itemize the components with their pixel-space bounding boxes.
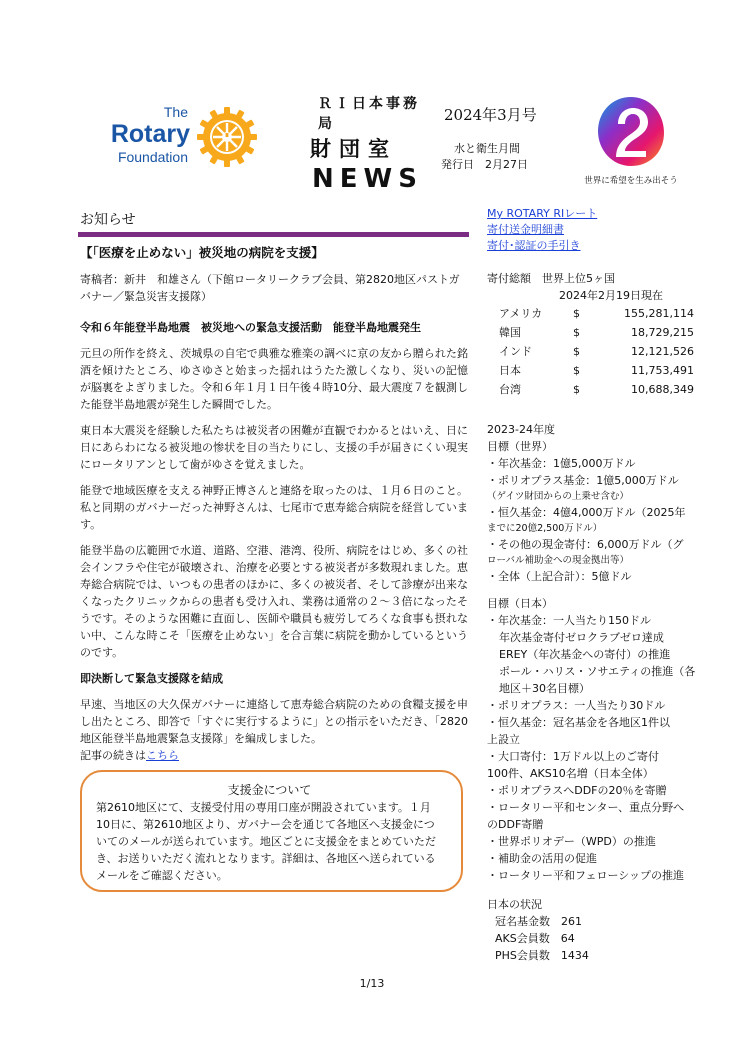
country: アメリカ [499,307,543,320]
article-subtitle: 令和６年能登半島地震 被災地への緊急支援活動 能登半島地震発生 [80,321,421,334]
table-row [499,361,694,380]
newsletter-masthead [300,94,423,194]
theme-slogan: 世界に希望を生み出そう [584,176,678,187]
support-box-text: 第2610地区にて、支援受付用の専用口座が開設されています。１月10日に、第2610地区より、ガバナー会を通じて各地区へ支援金についてのメールが送られています。地区ごとに支援金をまとめていただき、お送りいただく流れとなります。詳細は、各地区へ送られているメールをご確認ください。 [96,801,436,882]
stats-title: 寄付総額 世界上位5ヶ国 [487,272,615,285]
currency: $ [573,326,580,339]
goal-item: ・ポリオプラス基金：1億5,000万ドル [487,474,679,487]
goal-item: ・年次基金：一人当たり150ドル [487,614,651,627]
article-paragraph: 元旦の所作を終え、茨城県の自宅で典雅な雅楽の調べに京の友から贈られた銘酒を傾けたところ、ゆさゆさと始まった揺れはうたた激しくなり、災いの記憶が脳裏をよぎりました。令和６年１月１日午後４時10分、最大震度７を観測した能登半島地震が発生した瞬間でした。 [80,347,468,411]
goal-item: ・全体（上記合計）：5億ドル [487,570,632,583]
logo-rotary: Rotary [110,120,190,148]
article-paragraph: 能登半島の広範囲で水道、道路、空港、港湾、役所、病院をはじめ、多くの社会インフラや住宅が破壊され、治療を必要とする被災者が多数現れました。恵寿総合病院では、いつもの患者のほかに、多くの被災者、そして診療が出来なくなったクリニックからの患者も受け入れ、業務は通常の２～３倍になったそうです。そのような困難に直面し、医師や職員も疲労してろくな食事も摂れない中、こんな時こそ「医療を止めない」を合言葉に病院を動かしているというのです。 [80,544,468,659]
logo-foundation: Foundation [117,149,188,165]
sidebar [487,206,702,964]
currency: $ [573,345,580,358]
goal-note: までに20億2,500万ドル） [487,523,603,534]
issue-label: 2024年3月号 [444,106,537,124]
amount: 11,753,491 [631,364,694,377]
world-goals [487,455,702,585]
article [80,244,468,764]
section-rule [78,232,469,237]
amount: 18,729,215 [631,326,694,339]
goal-item: ・ポリオプラス：一人当たり30ドル [487,699,666,712]
article-paragraph: 早速、当地区の大久保ガバナーに連絡して恵寿総合病院のための食糧支援を申し出たところ、即答で「すぐに実行するように」との指示をいただき、「2820地区能登半島地震緊急支援隊」を編成しました。 [80,698,468,745]
create-hope-logo-icon [594,94,668,170]
goal-subitem: EREY（年次基金への寄付）の推進 [499,648,671,661]
currency: $ [573,383,580,396]
goal-item: ・恒久基金：4億4,000万ドル（2025年 [487,506,686,519]
link-giving-guide[interactable]: 寄付･認証の手引き [487,239,581,252]
goal-item: ・ロータリー平和フェローシップの推進 [487,869,685,882]
donation-table [499,304,694,399]
goal-item-cont: 上設立 [487,733,520,746]
country: インド [499,345,532,358]
read-more-line [80,747,468,764]
read-more-prefix: 記事の続きは [80,749,146,762]
section-heading: お知らせ [80,212,136,228]
rotary-wheel-icon [196,106,258,168]
country: 日本 [499,364,521,377]
logo-wordmark [86,104,190,166]
world-goals-heading: 目標（世界） [487,440,553,453]
goal-item-cont: のDDF寄贈 [487,818,544,831]
masthead-dept: 財団室 [310,137,397,161]
goal-item-cont: 100件、AKS10名増（日本全体） [487,767,654,780]
link-remittance-form[interactable]: 寄付送金明細書 [487,223,564,236]
goal-item: ・補助金の活用の促進 [487,852,597,865]
situation-item: AKS会員数 64 [495,932,575,945]
japan-goals-heading: 目標（日本） [487,597,553,610]
masthead-office: ＲＩ日本事務局 [318,96,420,132]
read-more-link[interactable]: こちら [146,749,179,762]
country: 韓国 [499,326,521,339]
table-row [499,342,694,361]
amount: 155,281,114 [624,307,694,320]
situation-heading: 日本の状況 [487,898,542,911]
currency: $ [573,307,580,320]
amount: 10,688,349 [631,383,694,396]
support-box-title: 支援金について [227,783,312,797]
theme-logo [572,94,690,190]
rotary-foundation-logo [86,104,266,176]
article-paragraph: 東日本大震災を経験した私たちは被災者の困難が直観でわかるとはいえ、日に日にあらわになる被災地の惨状を目の当たりにし、支援の手が届きにくい現実にロータリアンとして歯がゆさを覚えました。 [80,424,468,471]
article-paragraph: 能登で地域医療を支える神野正博さんと連絡を取ったのは、１月６日のこと。私と同期のガバナーだった神野さんは、七尾市で恵寿総合病院を経営しています。 [80,484,468,531]
goal-subitem: 年次基金寄付ゼロクラブゼロ達成 [499,631,664,644]
goal-item: ・世界ポリオデー（WPD）の推進 [487,835,656,848]
goal-item: ・恒久基金：冠名基金を各地区1件以 [487,716,670,729]
table-row [499,304,694,323]
country: 台湾 [499,383,521,396]
masthead-news: NEWS [312,164,423,194]
month-theme: 水と衛生月間 [454,142,520,155]
article-subhead: 即決断して緊急支援隊を結成 [80,672,223,685]
currency: $ [573,364,580,377]
situation-item: 冠名基金数 261 [495,915,582,928]
table-row [499,323,694,342]
goal-note: ローバル補助金への現金拠出等） [487,555,630,566]
table-row [499,380,694,399]
goal-item: ・ロータリー平和センター、重点分野へ [487,801,685,814]
japan-goals [487,612,702,884]
amount: 12,121,526 [631,345,694,358]
link-ri-rate[interactable]: My ROTARY RIレート [487,207,598,220]
goal-item: ・その他の現金寄付：6,000万ドル（グ [487,538,684,551]
goal-item: ・年次基金：1億5,000万ドル [487,457,636,470]
goal-item: ・ポリオプラスへDDFの20％を寄贈 [487,784,667,797]
goal-note: （ゲイツ財団からの上乗せ含む） [487,491,629,502]
article-byline: 寄稿者：新井 和雄さん（下館ロータリークラブ会員、第2820地区パストガバナー／緊急災害支援隊） [80,273,460,303]
support-fund-box [80,770,463,892]
page-number: 1/13 [359,977,385,990]
goal-item: ・大口寄付：1万ドル以上のご寄付 [487,750,659,763]
goal-subitem: ポール・ハリス・ソサエティの推進（各 [499,665,696,678]
article-title: 【「医療を止めない」被災地の病院を支援】 [80,245,324,260]
situation-item: PHS会員数 1434 [495,949,589,962]
stats-date: 2024年2月19日現在 [559,289,663,302]
goal-year: 2023-24年度 [487,423,555,436]
situation-list [487,913,702,964]
logo-the: The [163,104,188,120]
goal-subitem: 地区＋30名目標） [499,682,590,695]
issue-date: 発行日 2月27日 [441,158,528,171]
